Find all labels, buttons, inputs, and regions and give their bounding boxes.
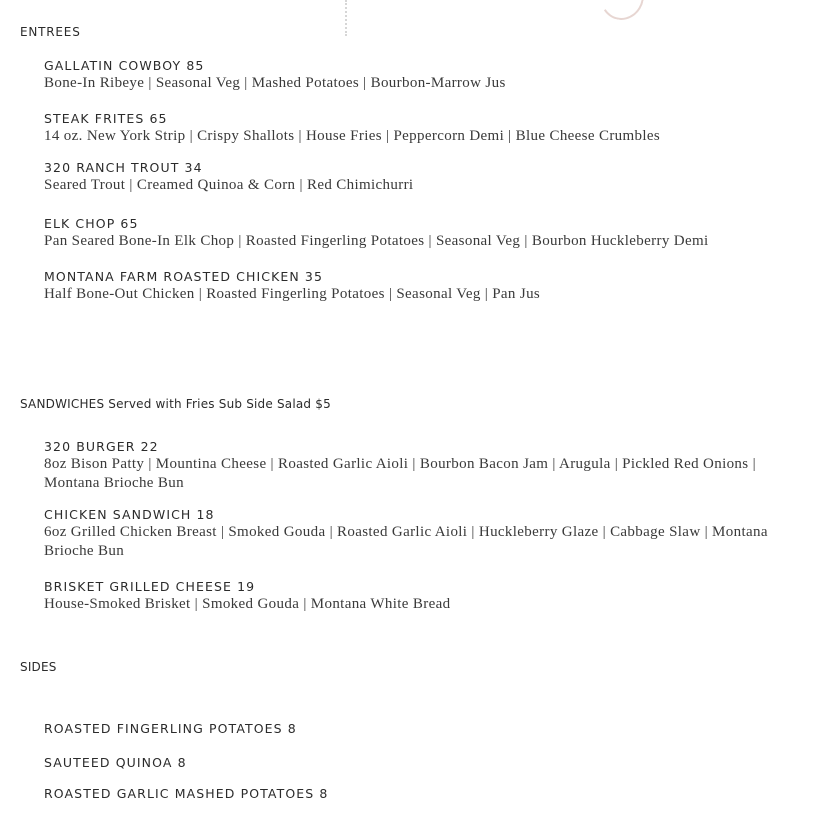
item-name: BRISKET GRILLED CHEESE 19: [44, 579, 256, 594]
item-description: Pan Seared Bone-In Elk Chop | Roasted Fingerling Potatoes | Seasonal Veg | Bourbon Huckleberry Demi: [44, 233, 709, 249]
item-name: 320 RANCH TROUT 34: [44, 160, 203, 175]
menu-item-ranch-trout: [44, 159, 814, 195]
menu-item-gallatin-cowboy: [44, 57, 814, 93]
sandwiches-heading: SANDWICHES Served with Fries Sub Side Salad $5: [20, 397, 331, 411]
decorative-dotted-divider: [345, 0, 347, 36]
item-description: Seared Trout | Creamed Quinoa & Corn | Red Chimichurri: [44, 177, 414, 193]
item-name: CHICKEN SANDWICH 18: [44, 507, 215, 522]
item-name: ROASTED GARLIC MASHED POTATOES 8: [44, 786, 329, 801]
menu-item-elk-chop: [44, 215, 814, 251]
item-description: Bone-In Ribeye | Seasonal Veg | Mashed Potatoes | Bourbon-Marrow Jus: [44, 75, 506, 91]
entrees-heading: ENTREES: [20, 25, 81, 39]
decorative-arc: [596, 0, 648, 23]
menu-item-sauteed-quinoa: [44, 754, 814, 771]
item-name: 320 BURGER 22: [44, 439, 159, 454]
menu-item-montana-farm-chicken: [44, 268, 814, 304]
item-name: GALLATIN COWBOY 85: [44, 58, 205, 73]
menu-item-garlic-mashed-potatoes: [44, 785, 814, 802]
item-name: ROASTED FINGERLING POTATOES 8: [44, 721, 297, 736]
item-name: MONTANA FARM ROASTED CHICKEN 35: [44, 269, 323, 284]
menu-item-steak-frites: [44, 110, 814, 146]
item-description: 6oz Grilled Chicken Breast | Smoked Gouda | Roasted Garlic Aioli | Huckleberry Glaze | Cabbage Slaw | Montana Brioche Bun: [44, 524, 768, 559]
item-name: ELK CHOP 65: [44, 216, 139, 231]
menu-item-320-burger: [44, 438, 814, 493]
menu-item-chicken-sandwich: [44, 506, 814, 561]
item-name: STEAK FRITES 65: [44, 111, 168, 126]
item-description: 8oz Bison Patty | Mountina Cheese | Roasted Garlic Aioli | Bourbon Bacon Jam | Arugula | Pickled Red Onions | Montana Brioche Bun: [44, 456, 756, 491]
item-name: SAUTEED QUINOA 8: [44, 755, 187, 770]
sides-heading: SIDES: [20, 660, 57, 674]
item-description: Half Bone-Out Chicken | Roasted Fingerling Potatoes | Seasonal Veg | Pan Jus: [44, 286, 541, 302]
item-description: House-Smoked Brisket | Smoked Gouda | Montana White Bread: [44, 596, 451, 612]
menu-item-fingerling-potatoes: [44, 720, 814, 737]
menu-item-brisket-grilled-cheese: [44, 578, 814, 614]
item-description: 14 oz. New York Strip | Crispy Shallots | House Fries | Peppercorn Demi | Blue Cheese Crumbles: [44, 128, 661, 144]
